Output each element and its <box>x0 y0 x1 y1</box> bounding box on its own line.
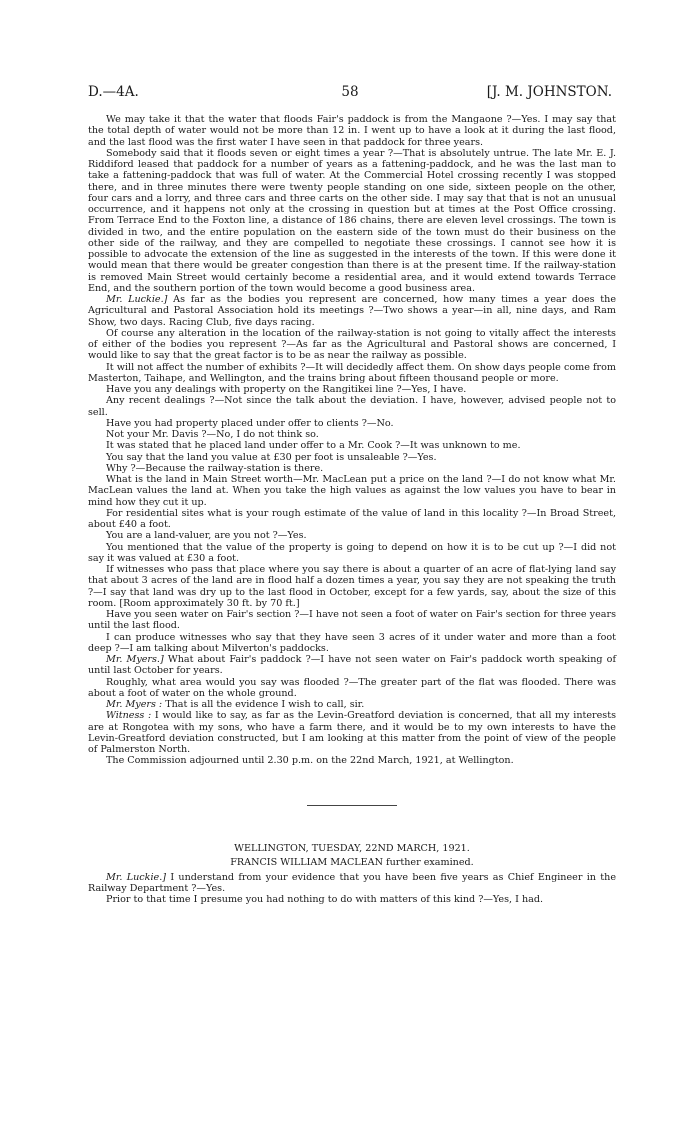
document-reference: D.—4A. <box>88 84 139 100</box>
paragraph: What is the land in Main Street worth—Mr. MacLean put a price on the land ?—I do not know what Mr. MacLean values the land at. When you take the high values as against the low values you have to bear in mind how they cut it up. <box>88 474 616 508</box>
paragraph: Somebody said that it floods seven or eight times a year ?—That is absolutely untrue. The late Mr. E. J. Riddiford leased that paddock for a number of years as a fattening-paddock, and he was the last man to take a fattening-paddock that was full of water. At the Commercial Hotel crossing recently I was stopped there, and in three minutes there were twenty people standing on one side, sixteen people on the other, four cars and a lorry, and three cars and three carts on the other side. I may say that that is not an unusual occurrence, and it happens not only at the crossing in question but at times at the Post Office crossing. From Terrace End to the Foxton line, a distance of 186 chains, there are eleven level crossings. The town is divided in two, and the entire population on the eastern side of the town must do their business on the other side of the railway, and they are compelled to negotiate these crossings. I cannot see how it is possible to advocate the extension of the line as suggested in the interests of the town. If this were done it would mean that there would be greater congestion than there is at the present time. If the railway-station is removed Main Street would certainly become a residential area, and it would extend towards Terrace End, and the southern portion of the town would become a good business area. <box>88 147 616 294</box>
paragraph: Have you any dealings with property on the Rangitikei line ?—Yes, I have. <box>106 384 467 395</box>
paragraph: Any recent dealings ?—Not since the talk about the deviation. I have, however, advised people not to sell. <box>88 395 616 418</box>
speaker-name: Mr. Luckie.] <box>106 871 166 883</box>
paragraph: You mentioned that the value of the property is going to depend on how it is to be cut up ?—I did not say it was valued at £30 a foot. <box>88 541 616 564</box>
paragraph: Not your Mr. Davis ?—No, I do not think so. <box>106 429 319 440</box>
paragraph: Have you seen water on Fair's section ?—I have not seen a foot of water on Fair's section for three years until the last flood. <box>88 609 616 632</box>
paragraph: Mr. Myers.] What about Fair's paddock ?—I have not seen water on Fair's paddock worth speaking of until last October for years. <box>88 654 616 677</box>
speaker-name: Mr. Luckie.] <box>106 294 168 305</box>
page-header <box>88 84 612 104</box>
paragraph: You are a land-valuer, are you not ?—Yes. <box>106 530 307 542</box>
section-divider <box>307 805 397 806</box>
speaker-name: Witness : <box>106 710 152 722</box>
paragraph: For residential sites what is your rough estimate of the value of land in this locality ?—In Broad Street, about £40 a foot. <box>88 507 616 530</box>
evidence-text <box>88 114 616 905</box>
witness-name-header: [J. M. JOHNSTON. <box>486 84 612 100</box>
paragraph: Mr. Luckie.] I understand from your evidence that you have been five years as Chief Engineer in the Railway Department ?—Yes. <box>88 871 616 894</box>
paragraph: We may take it that the water that floods Fair's paddock is from the Mangaone ?—Yes. I may say that the total depth of water would not be more than 12 in. I went up to have a look at it during the last flood, and the last flood was the first water I have seen in that paddock for three years. <box>88 114 616 148</box>
paragraph: Mr. Luckie.] As far as the bodies you represent are concerned, how many times a year does the Agricultural and Pastoral Association hold its meetings ?—Two shows a year—in all, nine days, and Ram Show, two days. Racing Club, five days racing. <box>88 294 616 328</box>
paragraph: You say that the land you value at £30 per foot is unsaleable ?—Yes. <box>106 451 437 463</box>
paragraph: Prior to that time I presume you had nothing to do with matters of this kind ?—Yes, I had. <box>106 894 544 905</box>
paragraph: Of course any alteration in the location of the railway-station is not going to vitally affect the interests of either of the bodies you represent ?—As far as the Agricultural and Pastoral shows are concerned, I would like to say that the great factor is to be as near the railway as possible. <box>88 327 616 362</box>
paragraph: If witnesses who pass that place where you say there is about a quarter of an acre of flat-lying land say that about 3 acres of the land are in flood half a dozen times a year, you say they are not speaking the truth ?—I say that land was dry up to the last flood in October, except for a few yards, say, about the size of this room. [Room approximately 30 ft. by 70 ft.] <box>88 564 616 609</box>
paragraph: Mr. Myers : That is all the evidence I wish to call, sir. <box>106 699 365 710</box>
session-dateline: WELLINGTON, TUESDAY, 22ND MARCH, 1921. <box>234 842 470 854</box>
witness-heading: FRANCIS WILLIAM MACLEAN further examined. <box>230 856 474 868</box>
page-number: 58 <box>341 84 359 100</box>
paragraph: The Commission adjourned until 2.30 p.m. on the 22nd March, 1921, at Wellington. <box>106 755 514 767</box>
paragraph: Witness : I would like to say, as far as the Levin-Greatford deviation is concerned, that all my interests are at Rongotea with my sons, who have a farm there, and it would be to my own interests to have the Levin-Greatford deviation constructed, but I am looking at this matter from the point of view of the people of Palmerston North. <box>88 710 616 755</box>
paragraph: Roughly, what area would you say was flooded ?—The greater part of the flat was flooded. There was about a foot of water on the whole ground. <box>88 676 616 699</box>
paragraph: It will not affect the number of exhibits ?—It will decidedly affect them. On show days people come from Masterton, Taihape, and Wellington, and the trains bring about fifteen thousand people or more. <box>88 361 616 384</box>
paragraph: Have you had property placed under offer to clients ?—No. <box>106 417 394 429</box>
paragraph: I can produce witnesses who say that they have seen 3 acres of it under water and more than a foot deep ?—I am talking about Milverton's paddocks. <box>88 631 616 654</box>
speaker-name: Mr. Myers.] <box>106 654 164 665</box>
paragraph: Why ?—Because the railway-station is there. <box>106 462 324 474</box>
speaker-name: Mr. Myers : <box>106 699 163 710</box>
paragraph: It was stated that he placed land under offer to a Mr. Cook ?—It was unknown to me. <box>106 440 521 452</box>
